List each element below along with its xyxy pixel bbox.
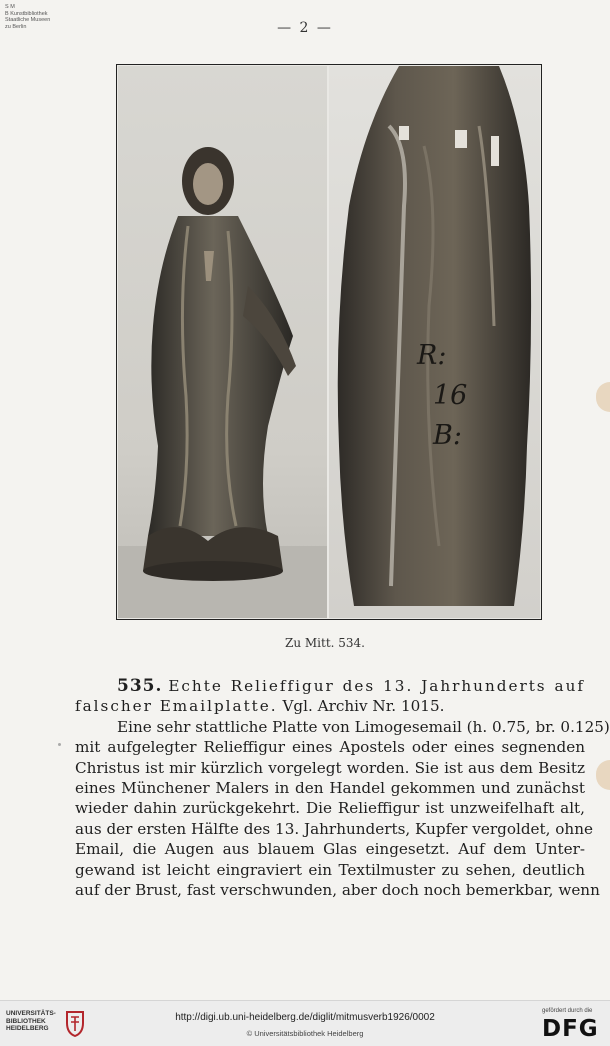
text-line: eines Münchener Malers in den Handel gekommen und zunächst — [75, 779, 585, 798]
library-stamp: S M B Kunstbibliothek Staatliche Museen zu Berlin — [5, 4, 51, 30]
copyright-notice: © Universitätsbibliothek Heidelberg — [246, 1029, 364, 1038]
article-number: 535. — [117, 676, 163, 696]
text-line: wieder dahin zurückgekehrt. Die Relieffigur ist unzweifelhaft alt, — [75, 799, 585, 818]
text-line: Eine sehr stattliche Platte von Limogesemail (h. 0.75, br. 0.125) — [117, 717, 610, 736]
inscription-line-2: 16 — [433, 380, 468, 411]
article-535 — [75, 676, 610, 900]
archive-reference: Vgl. Archiv Nr. 1015. — [282, 697, 445, 716]
inscription-line-3: B: — [433, 420, 462, 451]
text-line: gewand ist leicht eingraviert ein Textilmuster zu sehen, deutlich — [75, 860, 585, 879]
text-line: Christus ist mir kürzlich vorgelegt worden. Sie ist aus dem Besitz — [75, 758, 585, 777]
madonna-back-photo — [329, 66, 540, 618]
university-library-logo[interactable]: UNIVERSITÄTS- BIBLIOTHEK HEIDELBERG — [6, 1010, 56, 1032]
permalink-url[interactable]: http://digi.ub.uni-heidelberg.de/diglit/mitmusverb1926/0002 — [175, 1012, 435, 1023]
dfg-logo[interactable]: DFG — [542, 1016, 599, 1042]
text-line: mit aufgelegter Relieffigur eines Apostels oder eines segnenden — [75, 738, 585, 757]
page-tab-lower — [596, 760, 610, 790]
article-heading-line-2: falscher Emailplatte. Vgl. Archiv Nr. 1015. — [75, 697, 445, 716]
inscription — [417, 336, 467, 456]
figure-caption: Zu Mitt. 534. — [285, 636, 365, 650]
viewer-footer — [0, 1000, 610, 1046]
page-number: — 2 — — [277, 20, 333, 36]
page-tab-upper — [596, 382, 610, 412]
text-line: aus der ersten Hälfte des 13. Jahrhunderts, Kupfer vergoldet, ohne — [75, 819, 593, 838]
margin-dot — [58, 743, 61, 746]
madonna-front-photo — [118, 66, 327, 618]
text-line: Email, die Augen aus blauem Glas eingesetzt. Auf dem Unter- — [75, 840, 585, 859]
inscription-line-1: R: — [417, 340, 447, 371]
article-heading-line-1: 535. Echte Relieffigur des 13. Jahrhunderts auf — [117, 676, 585, 696]
text-line: auf der Brust, fast verschwunden, aber doch noch bemerkbar, wenn — [75, 881, 600, 900]
funded-by-label: gefördert durch die — [542, 1008, 593, 1014]
photo-plate — [116, 64, 542, 620]
